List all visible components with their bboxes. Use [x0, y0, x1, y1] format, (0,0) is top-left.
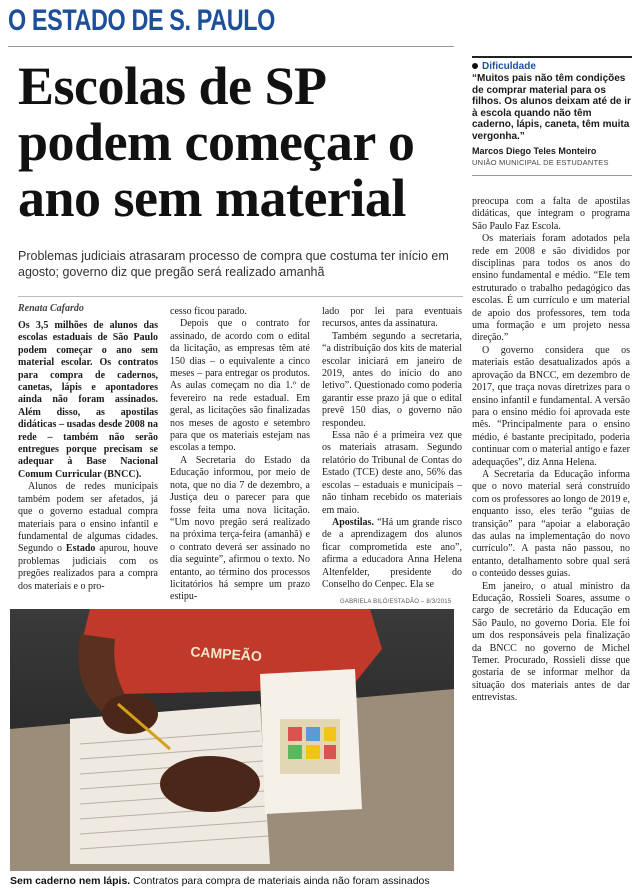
quote-sidebar: [472, 56, 632, 176]
caption-bold: Sem caderno nem lápis.: [10, 875, 131, 887]
col3-paragraph-3: Essa não é a primeira vez que os materiais atrasam. Segundo relatório do Tribunal de Contas do Estado (TCE) deste ano, 56% das escolas – estaduais e municipais – não tinham recebido os materiais em maio.: [322, 430, 462, 516]
headline-line-3: ano sem material: [18, 168, 406, 228]
col4-paragraph-1: preocupa com a falta de apostilas didáticas, que integram o programa São Paulo Faz Escola.: [472, 196, 630, 232]
headline: [18, 58, 458, 226]
sidebar-org: UNIÃO MUNICIPAL DE ESTUDANTES: [472, 158, 609, 167]
col2-paragraph-2: Depois que o contrato for assinado, de acordo com o edital da licitação, as empresas têm até 150 dias – o equivalente a cinco meses – para entregar os produtos. As aulas começam no dia 1.º de fevereiro na rede estadual. Em geral, as licitações são finalizadas nos meses de agosto e setembro para que os materiais estejam nas escolas a tempo.: [170, 318, 310, 454]
article-deck: Problemas judiciais atrasaram processo de compra que costuma ter início em agosto; governo diz que pregão será realizado amanhã: [18, 249, 449, 279]
col3-paragraph-4: [322, 517, 462, 591]
sidebar-kicker: [472, 61, 632, 72]
article-column-4: [472, 196, 630, 705]
article-column-3: [322, 306, 462, 591]
col3-paragraph-2: Também segundo a secretaria, “a distribuição dos kits de material escolar iniciará em janeiro de 2019, antes do início do ano letivo”. Questionado como poderia garantir esse prazo já que o edital prevê 150 dias, o governo não respondeu.: [322, 330, 462, 429]
masthead: O ESTADO DE S. PAULO: [8, 4, 275, 37]
sidebar-quote: “Muitos pais não têm condições de comprar material para os filhos. Os alunos deixam até de ir à escola quando não têm caderno, lápis, caneta, têm muita vergonha.”: [472, 73, 631, 142]
child-writing-illustration: [10, 609, 454, 871]
col1-lead: [18, 320, 158, 481]
photo-credit: GABRIELA BILÓ/ESTADÃO – 8/3/2015: [340, 599, 452, 605]
sidebar-kicker-label: Dificuldade: [482, 61, 536, 72]
col1-p2-estado: Estado: [65, 543, 96, 555]
col1-lead-bold: Os 3,5 milhões de alunos das escolas estaduais de São Paulo podem começar o ano sem material escolar. Os contratos para compra de cadernos, canetas, lápis e apontadores ainda não foram assinados. Além disso, as apostilas didáticas – usadas desde 2008 na rede – também não serão entregues porque precisam se adequar à Base Nacional Comum Curricular (BNCC).: [18, 320, 158, 480]
bullet-icon: [472, 63, 478, 69]
caption-text: Contratos para compra de materiais ainda não foram assinados: [130, 875, 430, 887]
col1-p2-a: Alunos de redes municipais também podem ser afetados, já que o governo estadual compra materiais para o ensino infantil e fundamental de algumas cidades. Segundo o: [18, 481, 158, 555]
col2-paragraph-3: A Secretaria do Estado da Educação informou, por meio de nota, que no dia 7 de dezembro, a Justiça deu o parecer para que fosse feita uma nova licitação. “Um novo pregão será realizado na próxima terça-feira (amanhã) e o contrato deverá ser assinado no dia seguinte”, afirmou o texto. No entanto, ao término dos processos licitatórios há sempre um prazo estipu-: [170, 454, 310, 603]
photo-caption: [10, 875, 430, 887]
headline-line-1: Escolas de SP: [18, 56, 327, 116]
article-column-2: [170, 306, 310, 604]
headline-line-2: podem começar o: [18, 112, 415, 172]
masthead-rule: [8, 46, 454, 47]
col4-paragraph-5: Em janeiro, o atual ministro da Educação, Rossieli Soares, assume o cargo de secretário da Educação em São Paulo, no governo Doria. Ele foi um dos responsáveis pela finalização da BNCC no governo de Michel Temer. Procurado, Rossieli disse que gostaria de se informar melhor da situação dos materiais antes de dar entrevistas.: [472, 580, 630, 704]
shirt-text: CAMPEÃO: [189, 643, 263, 665]
sidebar-rule-top: [472, 56, 632, 58]
sidebar-author: Marcos Diego Teles Monteiro: [472, 146, 597, 156]
col4-paragraph-2: Os materiais foram adotados pela rede em 2008 e são divididos por disciplinas para todos os anos do ensino fundamental e médio. “Ele tem estruturado o trabalho pedagógico das escolas. É um currículo e um material de apoio dos professores, tem toda uma formação e um projeto nessa direção.”: [472, 233, 630, 344]
sidebar-rule-bottom: [472, 175, 632, 176]
col1-p2-b: apurou, houve problemas judiciais com os pregões realizados para a compra dos materiais e o pro-: [18, 543, 158, 592]
article-column-1: [18, 320, 158, 593]
col4-paragraph-4: A Secretaria da Educação informa que o novo material será construído com os professores ao longo de 2019 e, enquanto isso, eles terão “guias de transição” para “apoiar a elaboração das aulas na implementação do novo currículo”. A pasta não passou, no entanto, detalhamento sobre qual será o conteúdo desses guias.: [472, 468, 630, 580]
col1-paragraph-2: [18, 481, 158, 593]
byline: Renata Cafardo: [18, 303, 84, 314]
article-photo: [10, 609, 454, 871]
col4-paragraph-3: O governo considera que os materiais estão desatualizados após a aprovação da BNCC, em dezembro de 2017, que traça novas diretrizes para o ensino infantil e fundamental. A versão para o ensino médio foi aprovada este mês. “Principalmente para o ensino médio, é bastante precipitado, poderia continuar com o material antigo e fazer adequações”, diz Anna Helena.: [472, 344, 630, 468]
col3-paragraph-1: lado por lei para eventuais recursos, antes da assinatura.: [322, 306, 462, 330]
byline-rule: [18, 296, 463, 297]
col3-p4-bold: Apostilas.: [332, 516, 374, 528]
col2-paragraph-1: cesso ficou parado.: [170, 306, 247, 317]
col3-p4-text: “Há um grande risco de a aprendizagem dos alunos ficar comprometida este ano”, afirma a educadora Anna Helena Altenfelder, presidente do Conselho do Cenpec. Ela se: [322, 516, 462, 590]
